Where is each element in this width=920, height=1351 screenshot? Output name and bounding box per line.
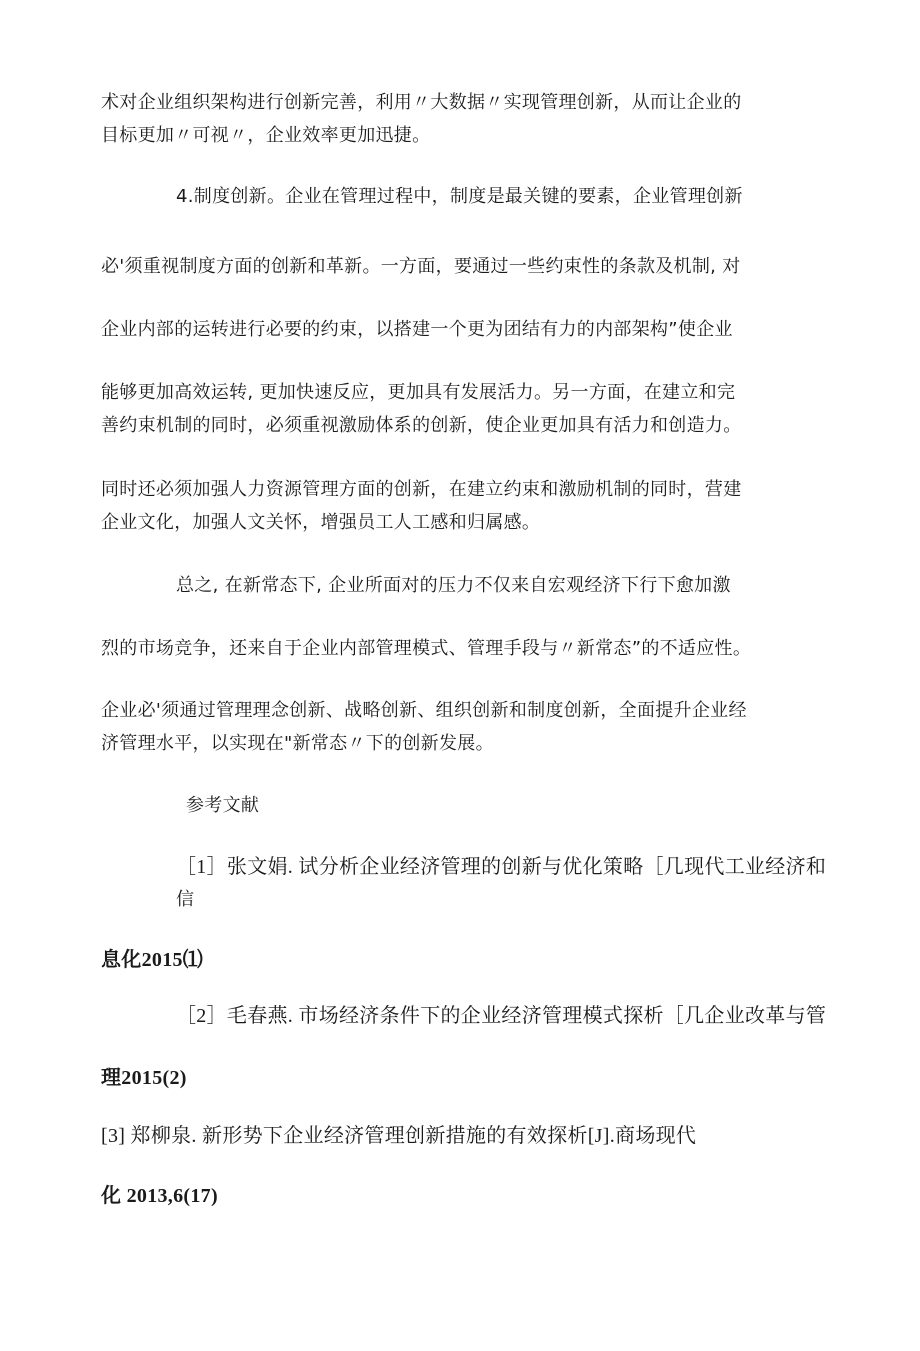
- paragraph-line: 善约束机制的同时，必须重视激励体系的创新，使企业更加具有活力和创造力。: [101, 415, 742, 436]
- reference-item-1-line3: 息化2015⑴: [101, 949, 204, 971]
- paragraph-line: 同时还必须加强人力资源管理方面的创新，在建立约束和激励机制的同时，营建: [101, 479, 742, 500]
- paragraph-line: 济管理水平，以实现在"新常态〃下的创新发展。: [101, 733, 494, 754]
- paragraph-line: 目标更加〃可视〃，企业效率更加迅捷。: [101, 125, 431, 146]
- paragraph-line: 企业必'须通过管理理念创新、战略创新、组织创新和制度创新，全面提升企业经: [101, 700, 747, 721]
- paragraph-line: 企业内部的运转进行必要的约束，以搭建一个更为团结有力的内部架构”使企业: [101, 319, 733, 340]
- paragraph-line: 总之, 在新常态下, 企业所面对的压力不仅来自宏观经济下行下愈加激: [176, 575, 731, 596]
- reference-item-3-line2: 化 2013,6(17): [101, 1185, 218, 1207]
- reference-item-3-line1: [3] 郑柳泉. 新形势下企业经济管理创新措施的有效探析[J].商场现代: [101, 1125, 697, 1147]
- reference-item-2-line1: ［2］毛春燕. 市场经济条件下的企业经济管理模式探析［几企业改革与管: [176, 1005, 827, 1027]
- reference-item-1-line1: ［1］张文娟. 试分析企业经济管理的创新与优化策略［几现代工业经济和: [176, 856, 827, 878]
- references-heading: 参考文献: [186, 795, 260, 816]
- paragraph-line: 能够更加高效运转, 更加快速反应，更加具有发展活力。另一方面，在建立和完: [101, 382, 736, 403]
- paragraph-line: 企业文化，加强人文关怀，增强员工人工感和归属感。: [101, 512, 541, 533]
- paragraph-line: 必'须重视制度方面的创新和革新。一方面，要通过一些约束性的条款及机制, 对: [101, 256, 741, 277]
- reference-item-1-line2: 信: [176, 889, 195, 910]
- paragraph-line: 术对企业组织架构进行创新完善，利用〃大数据〃实现管理创新，从而让企业的: [101, 92, 742, 113]
- paragraph-line: 4.制度创新。企业在管理过程中，制度是最关键的要素，企业管理创新: [176, 186, 743, 207]
- reference-item-2-line2: 理2015(2): [101, 1067, 187, 1089]
- paragraph-line: 烈的市场竞争，还来自于企业内部管理模式、管理手段与〃新常态”的不适应性。: [101, 638, 752, 659]
